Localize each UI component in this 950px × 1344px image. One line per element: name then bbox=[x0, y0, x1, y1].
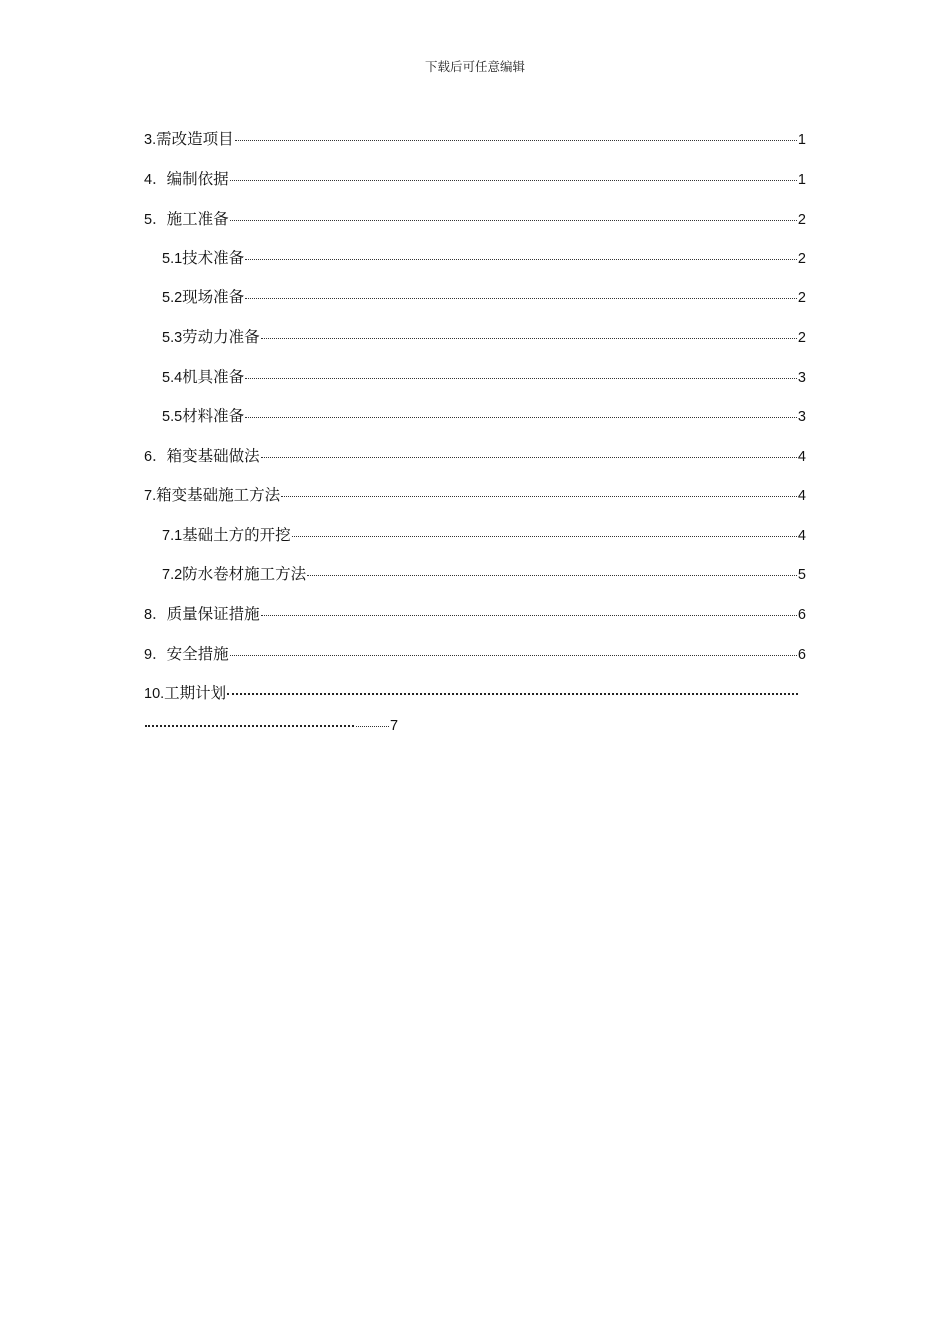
toc-entry-7[interactable] bbox=[144, 486, 806, 506]
toc-entry-number: 7.2 bbox=[162, 567, 183, 583]
toc-entry-number: 5.5 bbox=[162, 409, 183, 425]
toc-entry-page: 1 bbox=[797, 132, 806, 148]
toc-entry-number: 5． bbox=[144, 212, 167, 228]
toc-entry-label: 工期计划 bbox=[164, 685, 227, 702]
dot-leader bbox=[230, 218, 797, 221]
toc-entry-number: 6． bbox=[144, 449, 167, 465]
toc-entry-4[interactable] bbox=[144, 170, 806, 190]
toc-entry-number: 9． bbox=[144, 647, 167, 663]
toc-entry-page: 2 bbox=[797, 330, 806, 346]
toc-entry-label: 编制依据 bbox=[166, 171, 229, 188]
toc-entry-page: 2 bbox=[797, 212, 806, 228]
toc-entry-number: 7.1 bbox=[162, 528, 183, 544]
toc-entry-7-1[interactable] bbox=[162, 526, 806, 546]
dot-leader bbox=[230, 178, 797, 181]
toc-entry-page: 4 bbox=[797, 488, 806, 504]
toc-entry-number: 5.3 bbox=[162, 330, 183, 346]
dot-leader bbox=[356, 724, 389, 727]
toc-entry-page: 7 bbox=[390, 718, 399, 734]
toc-entry-10-continuation[interactable] bbox=[144, 718, 398, 738]
toc-entry-label: 材料准备 bbox=[182, 408, 245, 425]
toc-entry-label: 安全措施 bbox=[166, 646, 229, 663]
toc-entry-5-1[interactable] bbox=[162, 249, 806, 269]
toc-entry-5[interactable] bbox=[144, 210, 806, 230]
toc-entry-label: 需改造项目 bbox=[156, 131, 234, 148]
toc-entry-5-5[interactable] bbox=[162, 407, 806, 427]
toc-entry-label: 现场准备 bbox=[182, 289, 245, 306]
dot-leader bbox=[230, 653, 797, 656]
toc-entry-number: 5.2 bbox=[162, 290, 183, 306]
toc-entry-label: 基础土方的开挖 bbox=[182, 527, 291, 544]
toc-entry-number: 3. bbox=[144, 132, 157, 148]
toc-entry-7-2[interactable] bbox=[162, 565, 806, 585]
dot-leader bbox=[245, 257, 797, 260]
toc-entry-label: 施工准备 bbox=[166, 211, 229, 228]
toc-entry-page: 3 bbox=[797, 409, 806, 425]
toc-entry-6[interactable] bbox=[144, 447, 806, 467]
toc-entry-number: 4． bbox=[144, 172, 167, 188]
toc-entry-5-3[interactable] bbox=[162, 328, 806, 348]
toc-entry-label: 箱变基础做法 bbox=[166, 448, 260, 465]
dot-leader bbox=[307, 573, 797, 576]
page-header: 下载后可任意编辑 bbox=[424, 59, 525, 74]
dot-leader bbox=[261, 455, 797, 458]
toc-entry-label: 防水卷材施工方法 bbox=[182, 566, 307, 583]
toc-entry-5-2[interactable] bbox=[162, 288, 806, 308]
toc-entry-label: 箱变基础施工方法 bbox=[156, 487, 281, 504]
toc-entry-page: 2 bbox=[797, 290, 806, 306]
dot-leader bbox=[261, 336, 797, 339]
toc-entry-number: 5.1 bbox=[162, 251, 183, 267]
toc-entry-page: 3 bbox=[797, 370, 806, 386]
toc-entry-page: 1 bbox=[797, 172, 806, 188]
dot-leader bbox=[292, 534, 797, 537]
toc-entry-number: 10. bbox=[144, 686, 165, 702]
toc-entry-page: 5 bbox=[797, 567, 806, 583]
toc-entry-8[interactable] bbox=[144, 605, 806, 625]
toc-entry-10[interactable] bbox=[144, 684, 799, 704]
toc-entry-5-4[interactable] bbox=[162, 368, 806, 388]
toc-entry-page: 2 bbox=[797, 251, 806, 267]
toc-entry-label: 机具准备 bbox=[182, 369, 245, 386]
dot-leader bbox=[261, 613, 797, 616]
toc-entry-label: 劳动力准备 bbox=[182, 329, 260, 346]
toc-entry-page: 4 bbox=[797, 449, 806, 465]
toc-entry-number: 5.4 bbox=[162, 370, 183, 386]
dot-leader bbox=[245, 296, 797, 299]
toc-entry-number: 8． bbox=[144, 607, 167, 623]
toc-entry-9[interactable] bbox=[144, 645, 806, 665]
dot-leader bbox=[145, 723, 354, 727]
toc-entry-label: 技术准备 bbox=[182, 250, 245, 267]
dot-leader bbox=[245, 415, 797, 418]
toc-entry-label: 质量保证措施 bbox=[166, 606, 260, 623]
dot-leader bbox=[227, 691, 798, 695]
dot-leader bbox=[281, 494, 797, 497]
toc-entry-page: 6 bbox=[797, 607, 806, 623]
toc-entry-3[interactable] bbox=[144, 130, 806, 150]
toc-entry-number: 7. bbox=[144, 488, 157, 504]
dot-leader bbox=[235, 138, 797, 141]
toc-entry-page: 4 bbox=[797, 528, 806, 544]
toc-entry-page: 6 bbox=[797, 647, 806, 663]
dot-leader bbox=[245, 376, 797, 379]
